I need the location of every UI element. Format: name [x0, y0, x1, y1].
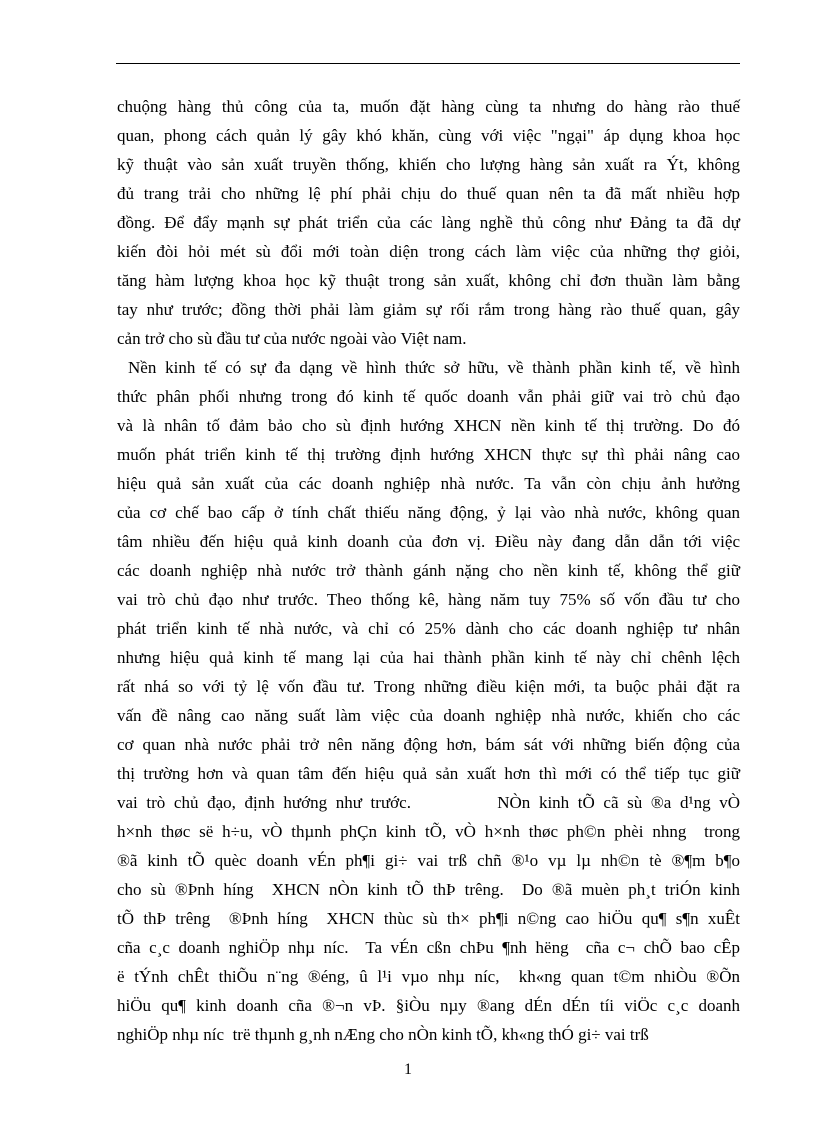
text-line: hiÖu qu¶ kinh doanh cña ®¬n vÞ. §iÒu nµy ®ang dÉn dÉn tíi viÖc c¸c doanh [117, 996, 740, 1015]
text-line: cơ quan nhà nước phải trở nên năng động hơn, bám sát với những biến động của [117, 735, 740, 754]
text-line: quan, phong cách quản lý gây khó khăn, cùng với việc "ngại" áp dụng khoa học [117, 126, 740, 145]
page-number: 1 [404, 1061, 412, 1078]
text-line: vấn đề nâng cao năng suất làm việc của doanh nghiệp nhà nước, khiến cho các [117, 706, 740, 725]
text-line: vai trò chủ đạo, định hướng như trước. NÒn kinh tÕ cã sù ®a d¹ng vÒ [117, 793, 740, 812]
text-line: ë tÝnh chÊt thiÕu n¨ng ®éng, û l¹i vµo nhµ níc, kh«ng quan t©m nhiÒu ®Õn [117, 967, 740, 986]
text-line: kỹ thuật vào sản xuất truyền thống, khiến cho lượng hàng sản xuất ra Ýt, không [117, 155, 740, 174]
text-line: tay như trước; đồng thời phải làm giảm sự rối rắm trong hàng rào thuế quan, gây [117, 300, 740, 319]
text-line: đủ trang trải cho những lệ phí phải chịu do thuế quan nên ta đã mất nhiều hợp [117, 184, 740, 203]
text-line: tÕ thÞ trêng ®Þnh híng XHCN thùc sù th× ph¶i n©ng cao hiÖu qu¶ s¶n xuÊt [117, 909, 740, 928]
text-line: chuộng hàng thủ công của ta, muốn đặt hàng cùng ta nhưng do hàng rào thuế [117, 97, 740, 116]
text-line: của cơ chế bao cấp ở tính chất thiếu năng động, ỷ lại vào nhà nước, không quan [117, 503, 740, 522]
header-rule [116, 63, 740, 64]
text-line: cña c¸c doanh nghiÖp nhµ níc. Ta vÉn cßn chÞu ¶nh hëng cña c¬ chÕ bao cÊp [117, 938, 740, 957]
text-line: các doanh nghiệp nhà nước trở thành gánh nặng cho nền kinh tế, không thể giữ [117, 561, 740, 580]
text-line: nghiÖp nhµ níc trë thµnh g¸nh nÆng cho nÒn kinh tÕ, kh«ng thÓ gi÷ vai trß [117, 1025, 649, 1044]
text-line: muốn phát triển kinh tế thị trường định hướng XHCN thực sự thì phải nâng cao [117, 445, 740, 464]
text-line: đồng. Để đẩy mạnh sự phát triển của các làng nghề thủ công như Đảng ta đã dự [117, 213, 740, 232]
text-line: h×nh thøc së h÷u, vÒ thµnh phÇn kinh tÕ, vÒ h×nh thøc ph©n phèi nhng trong [117, 822, 740, 841]
text-line: phát triển kinh tế nhà nước, và chỉ có 25% dành cho các doanh nghiệp tư nhân [117, 619, 740, 638]
text-line: thức phân phối nhưng trong đó kinh tế quốc doanh vẫn phải giữ vai trò chủ đạo [117, 387, 740, 406]
text-line: vai trò chủ đạo như trước. Theo thống kê, hàng năm tuy 75% số vốn đầu tư cho [117, 590, 740, 609]
text-line: ®ã kinh tÕ quèc doanh vÉn ph¶i gi÷ vai trß chñ ®¹o vµ lµ nh©n tè ®¶m b¶o [117, 851, 740, 870]
text-line: tâm nhiều đến hiệu quả kinh doanh của đơn vị. Điều này đang dẫn dẫn tới việc [117, 532, 740, 551]
text-line: rất nhá so với tỷ lệ vốn đầu tư. Trong những điều kiện mới, ta buộc phải đặt ra [117, 677, 740, 696]
text-line: cho sù ®Þnh híng XHCN nÒn kinh tÕ thÞ trêng. Do ®ã muèn ph¸t triÓn kinh [117, 880, 740, 899]
text-line: kiến đòi hỏi mét sù đổi mới toàn diện trong cách làm việc của những thợ giỏi, [117, 242, 740, 261]
text-line: cản trở cho sù đầu tư của nước ngoài vào Việt nam. [117, 329, 467, 348]
body-text [117, 92, 740, 1049]
text-line: tăng hàm lượng khoa học kỹ thuật trong sản xuất, không chỉ đơn thuần làm bằng [117, 271, 740, 290]
text-line: thị trường hơn và quan tâm đến hiệu quả sản xuất hơn thì mới có thể tiếp tục giữ [117, 764, 740, 783]
text-line: nhưng hiệu quả kinh tế mang lại của hai thành phần kinh tế này chỉ chênh lệch [117, 648, 740, 667]
text-line: hiệu quả sản xuất của các doanh nghiệp nhà nước. Ta vẫn còn chịu ảnh hưởng [117, 474, 740, 493]
text-line: và là nhân tố đảm bảo cho sù định hướng XHCN nền kinh tế thị trường. Do đó [117, 416, 740, 435]
paragraph-first-line: Nền kinh tế có sự đa dạng về hình thức sở hữu, về thành phần kinh tế, về hình [128, 358, 740, 377]
